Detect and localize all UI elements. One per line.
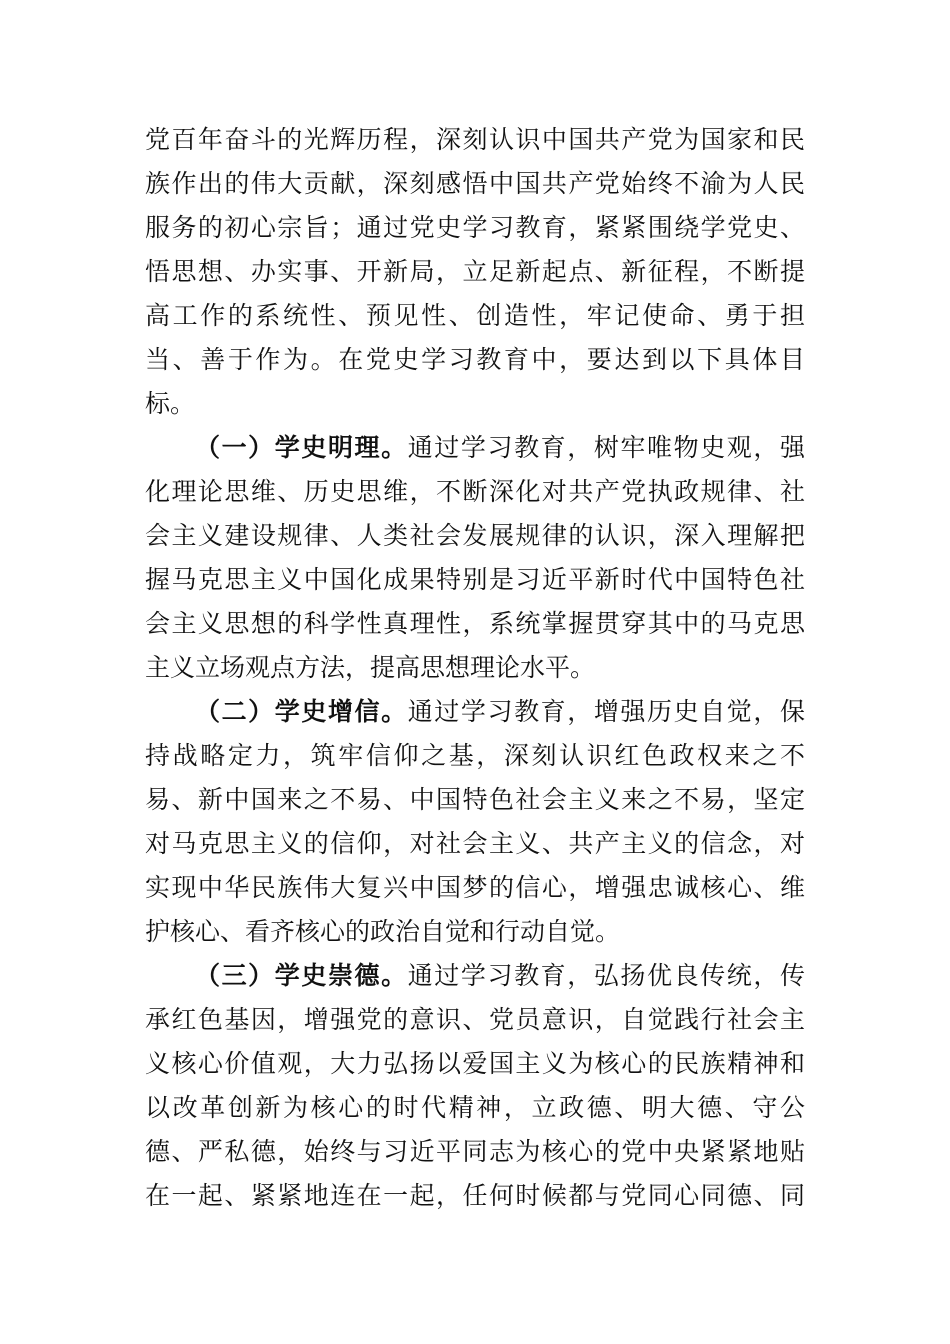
text-line: 握马克思主义中国化成果特别是习近平新时代中国特色社	[145, 565, 805, 594]
text-line: 持战略定力，筑牢信仰之基，深刻认识红色政权来之不	[145, 741, 805, 770]
text-line: 当、善于作为。在党史学习教育中，要达到以下具体目	[145, 345, 805, 374]
text-line: 族作出的伟大贡献，深刻感悟中国共产党始终不渝为人民	[145, 169, 805, 198]
text-line: 会主义建设规律、人类社会发展规律的认识，深入理解把	[145, 521, 805, 550]
section-heading: （二）学史增信。	[195, 697, 408, 726]
text-line: 党百年奋斗的光辉历程，深刻认识中国共产党为国家和民	[145, 125, 805, 154]
text-line: 实现中华民族伟大复兴中国梦的信心，增强忠诚核心、维	[145, 873, 805, 902]
text-line: 以改革创新为核心的时代精神，立政德、明大德、守公	[145, 1093, 805, 1122]
text-line: 化理论思维、历史思维，不断深化对共产党执政规律、社	[145, 477, 805, 506]
text-line: 义核心价值观，大力弘扬以爱国主义为核心的民族精神和	[145, 1049, 805, 1078]
text-line: 标。	[145, 389, 196, 418]
text-line: 承红色基因，增强党的意识、党员意识，自觉践行社会主	[145, 1005, 805, 1034]
text-line-first	[195, 426, 805, 470]
section-heading: （一）学史明理。	[195, 433, 408, 462]
text-line-first	[195, 690, 805, 734]
text-span: 通过学习教育，弘扬优良传统，传	[407, 961, 805, 990]
text-line-first	[195, 954, 805, 998]
text-line: 主义立场观点方法，提高思想理论水平。	[145, 653, 596, 682]
text-line: 护核心、看齐核心的政治自觉和行动自觉。	[145, 917, 621, 946]
text-line: 在一起、紧紧地连在一起，任何时候都与党同心同德、同	[145, 1181, 805, 1210]
text-line: 高工作的系统性、预见性、创造性，牢记使命、勇于担	[145, 301, 805, 330]
text-line: 德、严私德，始终与习近平同志为核心的党中央紧紧地贴	[145, 1137, 805, 1166]
text-span: 通过学习教育，增强历史自觉，保	[407, 697, 805, 726]
text-line: 对马克思主义的信仰，对社会主义、共产主义的信念，对	[145, 829, 805, 858]
text-span: 通过学习教育，树牢唯物史观，强	[407, 433, 805, 462]
text-line: 易、新中国来之不易、中国特色社会主义来之不易，坚定	[145, 785, 805, 814]
text-line: 会主义思想的科学性真理性，系统掌握贯穿其中的马克思	[145, 609, 805, 638]
text-line: 悟思想、办实事、开新局，立足新起点、新征程，不断提	[145, 257, 805, 286]
text-line: 服务的初心宗旨；通过党史学习教育，紧紧围绕学党史、	[145, 213, 805, 242]
section-heading: （三）学史崇德。	[195, 961, 408, 990]
